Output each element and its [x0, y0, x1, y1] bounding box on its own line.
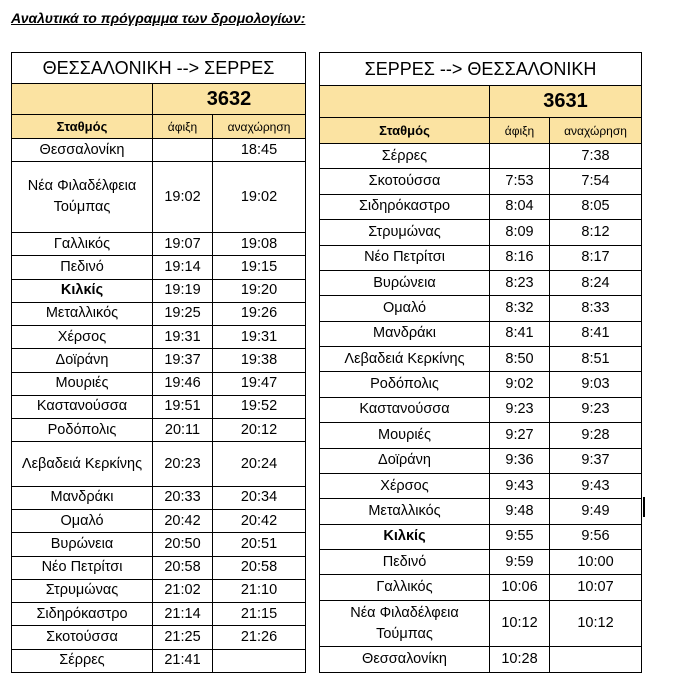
table-row — [12, 556, 306, 579]
route-title: ΘΕΣΣΑΛΟΝΙΚΗ --> ΣΕΡΡΕΣ — [12, 53, 306, 84]
station-cell: Στρυμώνας — [320, 220, 490, 245]
timetable-serres-thessaloniki — [319, 52, 642, 673]
departure-cell: 8:05 — [550, 194, 642, 219]
arrival-cell: 8:23 — [490, 270, 550, 295]
departure-cell: 10:12 — [550, 600, 642, 647]
table-row — [12, 442, 306, 487]
departure-cell — [550, 647, 642, 673]
arrival-cell: 9:27 — [490, 423, 550, 448]
arrival-cell: 19:51 — [153, 395, 213, 418]
arrival-cell: 7:53 — [490, 169, 550, 194]
station-cell: Δοϊράνη — [12, 349, 153, 372]
station-cell: Νέο Πετρίτσι — [12, 556, 153, 579]
table-row — [320, 169, 642, 194]
table-row — [12, 649, 306, 672]
departure-cell: 8:17 — [550, 245, 642, 270]
arrival-cell: 21:41 — [153, 649, 213, 672]
arrival-cell: 19:14 — [153, 256, 213, 279]
table-row — [12, 162, 306, 233]
arrival-cell — [153, 139, 213, 162]
departure-cell: 8:33 — [550, 296, 642, 321]
departure-cell: 19:31 — [213, 326, 306, 349]
departure-cell: 9:49 — [550, 499, 642, 524]
station-cell: Χέρσος — [12, 326, 153, 349]
departure-cell: 20:12 — [213, 419, 306, 442]
departure-cell: 8:12 — [550, 220, 642, 245]
departure-cell: 19:20 — [213, 279, 306, 302]
arrival-cell: 19:25 — [153, 302, 213, 325]
station-cell: Νέα Φιλαδέλφεια Τούμπας — [12, 162, 153, 233]
station-cell: Χέρσος — [320, 473, 490, 498]
station-cell: Μανδράκι — [320, 321, 490, 346]
table-row — [320, 144, 642, 169]
arrival-cell: 20:50 — [153, 533, 213, 556]
arrival-cell: 9:55 — [490, 524, 550, 549]
table-row — [320, 245, 642, 270]
table-row — [12, 419, 306, 442]
departure-cell: 20:24 — [213, 442, 306, 487]
departure-cell: 19:02 — [213, 162, 306, 233]
arrival-cell: 10:28 — [490, 647, 550, 673]
table-row — [12, 256, 306, 279]
arrival-cell: 9:48 — [490, 499, 550, 524]
arrival-cell: 10:06 — [490, 575, 550, 600]
station-cell: Μανδράκι — [12, 486, 153, 509]
arrival-cell: 21:14 — [153, 603, 213, 626]
station-cell: Στρυμώνας — [12, 579, 153, 602]
departure-cell: 19:38 — [213, 349, 306, 372]
arrival-cell: 19:02 — [153, 162, 213, 233]
arrival-cell: 8:04 — [490, 194, 550, 219]
departure-cell: 10:00 — [550, 550, 642, 575]
table-row — [320, 524, 642, 549]
arrival-cell: 19:07 — [153, 233, 213, 256]
arrival-cell: 19:19 — [153, 279, 213, 302]
table-row — [12, 233, 306, 256]
station-cell: Βυρώνεια — [12, 533, 153, 556]
column-header-arrival: άφιξη — [153, 115, 213, 139]
arrival-cell: 21:25 — [153, 626, 213, 649]
train-number: 3632 — [153, 84, 306, 115]
column-header-arrival: άφιξη — [490, 118, 550, 144]
station-cell: Βυρώνεια — [320, 270, 490, 295]
table-row — [12, 372, 306, 395]
table-row — [320, 448, 642, 473]
station-cell: Καστανούσσα — [12, 395, 153, 418]
table-row — [12, 603, 306, 626]
departure-cell: 21:15 — [213, 603, 306, 626]
table-row — [12, 510, 306, 533]
departure-cell: 7:54 — [550, 169, 642, 194]
arrival-cell: 21:02 — [153, 579, 213, 602]
station-cell: Μεταλλικός — [320, 499, 490, 524]
arrival-cell: 19:46 — [153, 372, 213, 395]
arrival-cell: 9:59 — [490, 550, 550, 575]
table-row — [12, 279, 306, 302]
arrival-cell: 8:32 — [490, 296, 550, 321]
departure-cell: 9:28 — [550, 423, 642, 448]
arrival-cell: 20:23 — [153, 442, 213, 487]
departure-cell: 7:38 — [550, 144, 642, 169]
station-cell: Καστανούσσα — [320, 397, 490, 422]
arrival-cell: 20:11 — [153, 419, 213, 442]
arrival-cell: 8:16 — [490, 245, 550, 270]
table-row — [12, 486, 306, 509]
station-cell: Κιλκίς — [12, 279, 153, 302]
departure-cell: 10:07 — [550, 575, 642, 600]
departure-cell: 20:34 — [213, 486, 306, 509]
table-row — [12, 533, 306, 556]
departure-cell: 9:56 — [550, 524, 642, 549]
table-row — [12, 395, 306, 418]
arrival-cell: 8:41 — [490, 321, 550, 346]
station-cell: Σκοτούσσα — [320, 169, 490, 194]
route-title: ΣΕΡΡΕΣ --> ΘΕΣΣΑΛΟΝΙΚΗ — [320, 53, 642, 86]
departure-cell: 19:47 — [213, 372, 306, 395]
table-row — [12, 326, 306, 349]
arrival-cell: 10:12 — [490, 600, 550, 647]
header-blank — [320, 86, 490, 118]
arrival-cell: 20:58 — [153, 556, 213, 579]
timetable-thessaloniki-serres — [11, 52, 306, 673]
departure-cell: 19:15 — [213, 256, 306, 279]
departure-cell: 21:10 — [213, 579, 306, 602]
departure-cell: 21:26 — [213, 626, 306, 649]
departure-cell: 19:52 — [213, 395, 306, 418]
station-cell: Λεβαδειά Κερκίνης — [12, 442, 153, 487]
station-cell: Ροδόπολις — [320, 372, 490, 397]
table-row — [320, 550, 642, 575]
station-cell: Θεσσαλονίκη — [320, 647, 490, 673]
page-heading: Αναλυτικά το πρόγραμμα των δρομολογίων: — [11, 10, 306, 26]
arrival-cell: 8:09 — [490, 220, 550, 245]
departure-cell: 8:51 — [550, 347, 642, 372]
station-cell: Σέρρες — [320, 144, 490, 169]
table-row — [320, 575, 642, 600]
departure-cell: 19:26 — [213, 302, 306, 325]
table-row — [320, 499, 642, 524]
station-cell: Μουριές — [12, 372, 153, 395]
header-blank — [12, 84, 153, 115]
arrival-cell: 20:42 — [153, 510, 213, 533]
departure-cell: 9:23 — [550, 397, 642, 422]
table-row — [320, 296, 642, 321]
station-cell: Σιδηρόκαστρο — [12, 603, 153, 626]
table-row — [320, 194, 642, 219]
departure-cell: 9:37 — [550, 448, 642, 473]
table-row — [12, 349, 306, 372]
station-cell: Μεταλλικός — [12, 302, 153, 325]
table-row — [320, 473, 642, 498]
departure-cell: 9:43 — [550, 473, 642, 498]
arrival-cell: 9:43 — [490, 473, 550, 498]
table-row — [320, 372, 642, 397]
table-row — [320, 321, 642, 346]
arrival-cell: 19:37 — [153, 349, 213, 372]
arrival-cell: 20:33 — [153, 486, 213, 509]
column-header-departure: αναχώρηση — [213, 115, 306, 139]
station-cell: Πεδινό — [12, 256, 153, 279]
table-row — [320, 220, 642, 245]
station-cell: Γαλλικός — [12, 233, 153, 256]
departure-cell: 19:08 — [213, 233, 306, 256]
arrival-cell: 9:02 — [490, 372, 550, 397]
departure-cell: 20:42 — [213, 510, 306, 533]
text-cursor — [643, 497, 645, 517]
departure-cell: 9:03 — [550, 372, 642, 397]
station-cell: Δοϊράνη — [320, 448, 490, 473]
arrival-cell — [490, 144, 550, 169]
table-row — [320, 423, 642, 448]
station-cell: Πεδινό — [320, 550, 490, 575]
station-cell: Ροδόπολις — [12, 419, 153, 442]
station-cell: Σιδηρόκαστρο — [320, 194, 490, 219]
departure-cell: 20:51 — [213, 533, 306, 556]
column-header-station: Σταθμός — [12, 115, 153, 139]
station-cell: Νέο Πετρίτσι — [320, 245, 490, 270]
arrival-cell: 9:23 — [490, 397, 550, 422]
table-row — [12, 579, 306, 602]
table-row — [320, 347, 642, 372]
station-cell: Ομαλό — [12, 510, 153, 533]
station-cell: Γαλλικός — [320, 575, 490, 600]
table-row — [320, 397, 642, 422]
table-row — [320, 647, 642, 673]
departure-cell — [213, 649, 306, 672]
arrival-cell: 9:36 — [490, 448, 550, 473]
arrival-cell: 8:50 — [490, 347, 550, 372]
table-row — [12, 626, 306, 649]
departure-cell: 20:58 — [213, 556, 306, 579]
departure-cell: 18:45 — [213, 139, 306, 162]
column-header-station: Σταθμός — [320, 118, 490, 144]
table-row — [12, 139, 306, 162]
station-cell: Σέρρες — [12, 649, 153, 672]
station-cell: Μουριές — [320, 423, 490, 448]
table-row — [320, 270, 642, 295]
train-number: 3631 — [490, 86, 642, 118]
departure-cell: 8:41 — [550, 321, 642, 346]
table-row — [12, 302, 306, 325]
station-cell: Λεβαδειά Κερκίνης — [320, 347, 490, 372]
table-row — [320, 600, 642, 647]
arrival-cell: 19:31 — [153, 326, 213, 349]
station-cell: Κιλκίς — [320, 524, 490, 549]
station-cell: Νέα Φιλαδέλφεια Τούμπας — [320, 600, 490, 647]
column-header-departure: αναχώρηση — [550, 118, 642, 144]
station-cell: Θεσσαλονίκη — [12, 139, 153, 162]
departure-cell: 8:24 — [550, 270, 642, 295]
station-cell: Σκοτούσσα — [12, 626, 153, 649]
station-cell: Ομαλό — [320, 296, 490, 321]
